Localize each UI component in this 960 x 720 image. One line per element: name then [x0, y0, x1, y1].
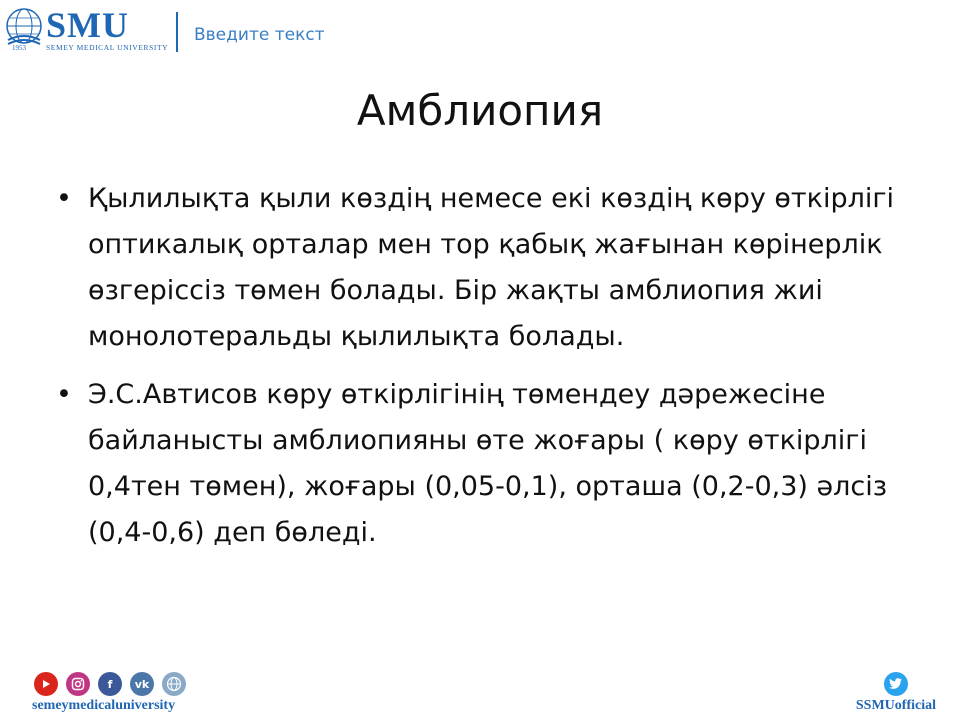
bullet-marker: •: [56, 379, 72, 410]
logo-year: 1953: [12, 44, 26, 52]
header-divider: [176, 12, 178, 52]
footer-social: [34, 672, 186, 714]
footer-twitter: [856, 672, 936, 714]
logo-subtitle: SEMEY MEDICAL UNIVERSITY: [46, 43, 169, 52]
bullet-text: Қылилықта қыли көздің немесе екі көздің көру өткірлігі оптикалық орталар мен тор қабық жағынан көрінерлік өзгеріссіз төмен болады. Бір жақты амблиопия жиі монолотеральды қылилықта болады.: [88, 183, 895, 352]
bullet-text: Э.С.Автисов көру өткірлігінің төмендеу дәрежесіне байланысты амблиопияны өте жоғары ( көру өткірлігі 0,4тен төмен), жоғары (0,05-0,1), орташа (0,2-0,3) әлсіз (0,4-0,6) деп бөледі.: [88, 379, 888, 548]
slide-body: [56, 176, 916, 568]
header-placeholder-text[interactable]: Введите текст: [194, 25, 325, 45]
globe-emblem-icon: [4, 6, 44, 52]
youtube-icon[interactable]: [34, 672, 58, 696]
facebook-icon[interactable]: f: [98, 672, 122, 696]
instagram-icon[interactable]: [66, 672, 90, 696]
smu-logo: [4, 6, 168, 52]
logo-text: SMU: [46, 5, 129, 45]
slide-title: Амблиопия: [356, 86, 604, 135]
bullet-item: [56, 176, 916, 360]
slide-header: [0, 0, 960, 70]
footer-right-handle[interactable]: SSMUofficial: [855, 698, 936, 713]
footer-left-handle[interactable]: semeymedicaluniversity: [32, 698, 176, 713]
globe-icon[interactable]: [162, 672, 186, 696]
bullet-marker: •: [56, 183, 72, 214]
twitter-icon[interactable]: [884, 672, 908, 696]
vk-icon[interactable]: vk: [130, 672, 154, 696]
bullet-item: [56, 372, 916, 556]
